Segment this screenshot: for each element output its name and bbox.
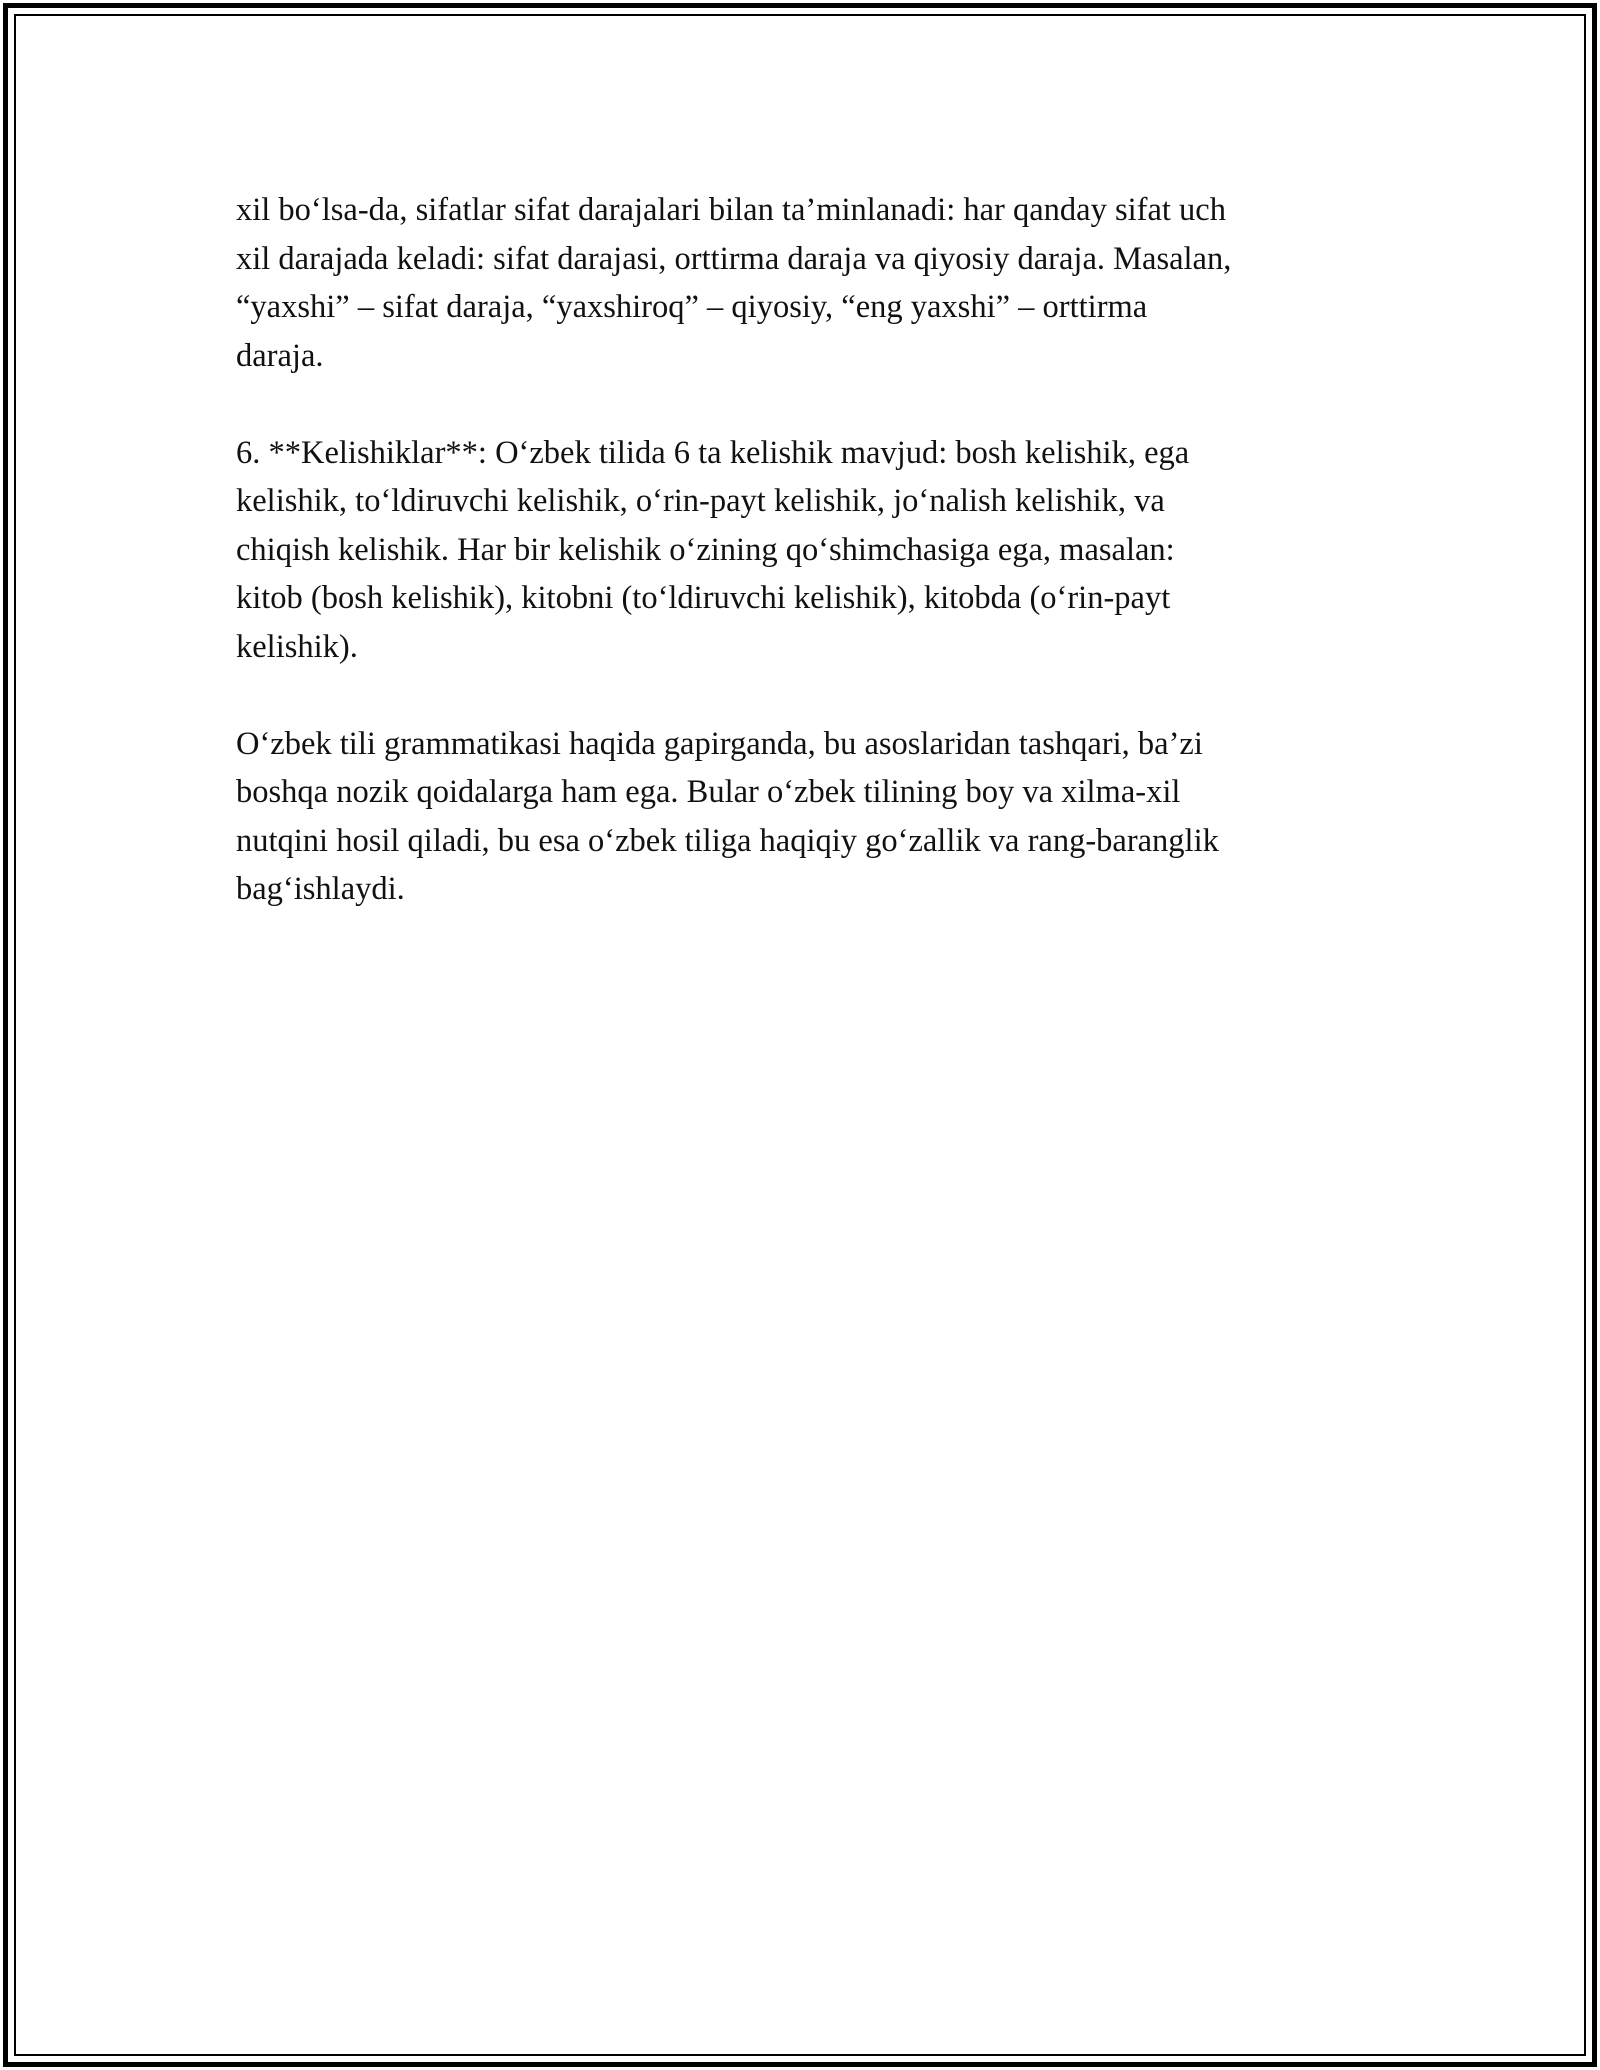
text-line: daraja. [236,337,324,374]
text-line: “yaxshi” – sifat daraja, “yaxshiroq” – qiyosiy, “eng yaxshi” – orttirma [236,289,1148,325]
text-line: 6. **Kelishiklar**: O‘zbek tilida 6 ta kelishik mavjud: bosh kelishik, ega [236,434,1190,471]
text-line: O‘zbek tili grammatikasi haqida gapirganda, bu asoslaridan tashqari, ba’zi [236,725,1203,762]
text-line: nutqini hosil qiladi, bu esa o‘zbek tiliga haqiqiy go‘zallik va rang-baranglik [236,822,1219,859]
text-line: bag‘ishlaydi. [236,871,405,907]
paragraph-conclusion [236,720,1376,914]
paragraph-adjective-degrees [236,186,1376,380]
text-line: kitob (bosh kelishik), kitobni (to‘ldiruvchi kelishik), kitobda (o‘rin-payt [236,580,1171,616]
document-body [236,186,1376,962]
text-line: xil darajada keladi: sifat darajasi, orttirma daraja va qiyosiy daraja. Masalan, [236,240,1232,277]
text-line: kelishik). [236,628,358,665]
text-line: kelishik, to‘ldiruvchi kelishik, o‘rin-payt kelishik, jo‘nalish kelishik, va [236,483,1165,519]
text-line: boshqa nozik qoidalarga ham ega. Bular o‘zbek tilining boy va xilma-xil [236,774,1181,810]
text-line: chiqish kelishik. Har bir kelishik o‘zining qo‘shimchasiga ega, masalan: [236,531,1175,568]
paragraph-cases [236,429,1376,672]
text-line: xil bo‘lsa-da, sifatlar sifat darajalari bilan ta’minlanadi: har qanday sifat uch [236,192,1226,228]
